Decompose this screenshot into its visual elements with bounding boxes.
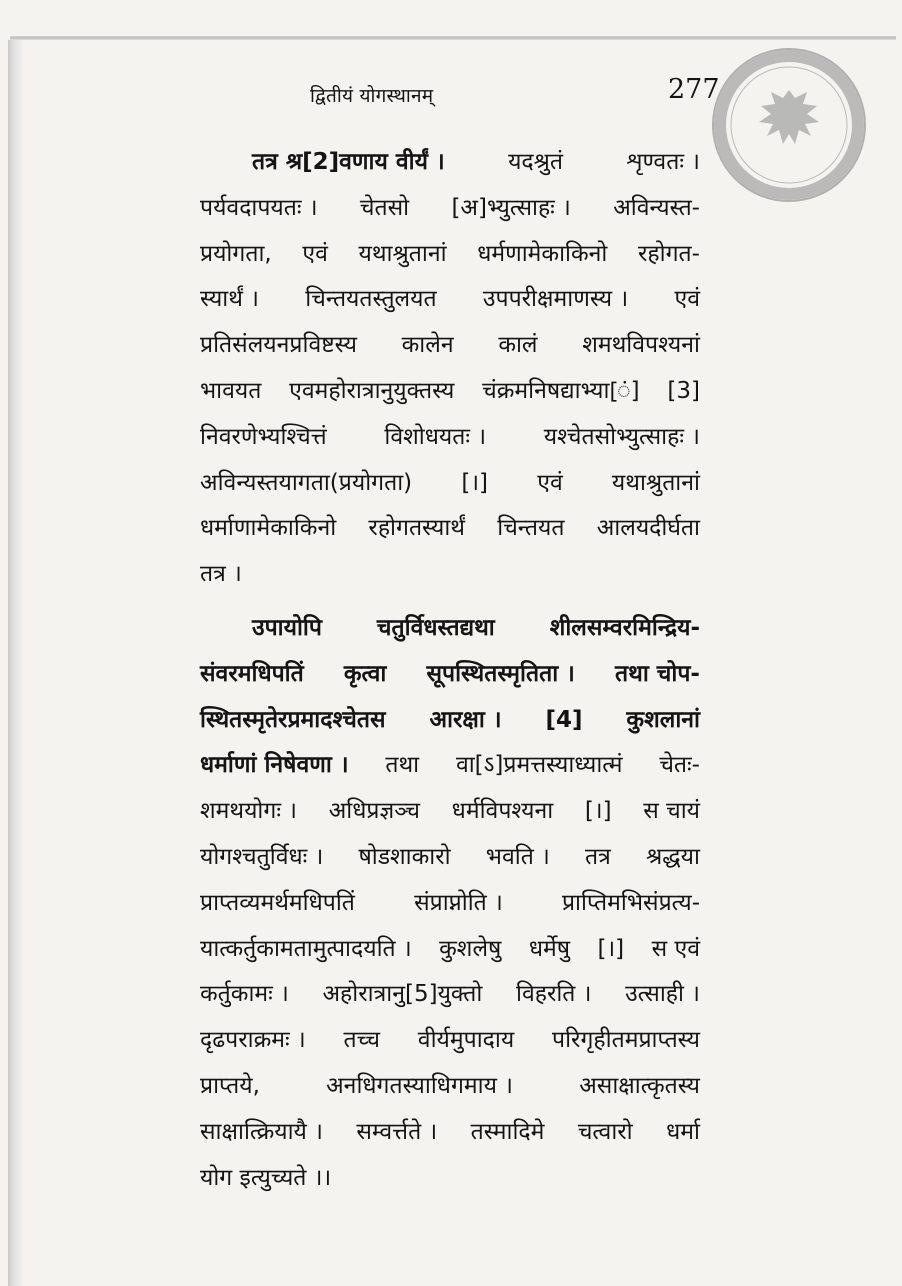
text-segment: चतुर्विधस्तद्यथा — [376, 614, 495, 641]
text-segment: स्यार्थं । — [200, 286, 259, 313]
text-line — [200, 972, 700, 1018]
text-segment: अनधिगतस्याधिगमाय । — [326, 1072, 513, 1099]
text-segment: निवरणेभ्यश्चित्तं — [200, 423, 327, 450]
text-segment: तस्मादिमे — [470, 1118, 545, 1145]
text-segment: शृण्वतः । — [626, 149, 700, 175]
text-segment: संप्राप्नोति । — [414, 889, 503, 916]
text-segment: चेतसो — [359, 194, 410, 221]
text-segment: धर्मेषु — [528, 935, 571, 962]
text-segment: [3] — [667, 377, 700, 404]
text-segment: तथा चोप- — [615, 660, 700, 687]
text-segment: सम्वर्त्तते । — [356, 1118, 438, 1145]
text-segment: चंक्रमनिषद्याभ्या[ं] — [482, 377, 640, 404]
text-segment: संवरमधिपतिं — [200, 660, 304, 687]
text-segment: कालेन — [401, 332, 454, 359]
text-segment: [।] — [597, 935, 625, 962]
body-text — [200, 140, 700, 1201]
text-segment: उत्साही । — [625, 981, 700, 1008]
text-segment: स एवं — [651, 935, 700, 962]
text-segment: तत्र श्र[2]वणाय वीर्यं । — [252, 149, 445, 175]
text-segment: आलयदीर्घता — [596, 515, 700, 542]
text-segment: स चायं — [643, 798, 700, 825]
text-line — [200, 1110, 700, 1156]
text-segment: प्राप्तये, — [200, 1072, 260, 1099]
text-segment: एवं — [302, 240, 328, 267]
text-segment: अधिप्रज्ञञ्च — [328, 798, 420, 825]
text-segment: दृढपराक्रमः । — [200, 1027, 306, 1054]
text-segment: असाक्षात्कृतस्य — [579, 1072, 700, 1099]
text-segment: वीर्यमुपादाय — [417, 1027, 515, 1054]
text-segment: तथा — [385, 752, 420, 779]
text-segment: श्रद्धया — [646, 843, 700, 870]
text-segment: शमथविपश्यनां — [582, 332, 700, 359]
text-segment: प्रयोगता, — [200, 240, 272, 267]
text-segment: आरक्षा । — [429, 706, 502, 733]
text-line — [200, 323, 700, 369]
text-line — [200, 606, 700, 652]
text-segment: अविन्यस्तयागता(प्रयोगता) — [200, 469, 413, 496]
text-segment: सूपस्थितस्मृतिता । — [426, 660, 575, 687]
text-line — [200, 1064, 700, 1110]
text-segment: चिन्तयतस्तुलयत — [305, 286, 437, 313]
text-segment: अविन्यस्त- — [613, 194, 700, 221]
text-segment: [4] — [545, 706, 583, 733]
text-segment: तच्च — [343, 1027, 380, 1054]
text-segment: यदश्रुतं — [508, 149, 564, 175]
eagle-emblem-icon — [714, 50, 864, 200]
text-segment: वा[ऽ]प्रमत्तस्याध्यात्मं — [455, 752, 623, 779]
text-segment: शमथयोगः । — [200, 798, 298, 825]
text-line — [200, 1018, 700, 1064]
text-line — [200, 186, 700, 232]
text-segment: भावयत — [200, 377, 262, 404]
text-segment: पर्यवदापयतः । — [200, 194, 318, 221]
text-segment: धर्मणामेकाकिनो — [477, 240, 608, 267]
text-line — [200, 461, 700, 507]
text-segment: धर्मविपश्यना — [451, 798, 554, 825]
text-segment: एवं — [674, 286, 700, 313]
text-segment: कर्तुकामः । — [200, 981, 289, 1008]
text-line — [200, 698, 700, 744]
text-segment: एवमहोरात्रानुयुक्तस्य — [289, 377, 455, 404]
library-stamp — [712, 48, 866, 202]
text-line — [200, 789, 700, 835]
text-segment: परिगृहीतमप्राप्तस्य — [552, 1027, 700, 1054]
text-line — [200, 652, 700, 698]
text-segment: यथाश्रुतानां — [611, 469, 700, 496]
text-segment: चेतः- — [659, 752, 700, 779]
page-number: 277 — [668, 74, 720, 105]
text-segment: प्रतिसंलयनप्रविष्टस्य — [200, 332, 357, 359]
text-segment: धर्माणां निषेवणा । — [200, 752, 349, 779]
text-segment: कुशलेषु — [439, 935, 502, 962]
text-segment: उपपरीक्षमाणस्य । — [482, 286, 629, 313]
text-line — [200, 140, 700, 186]
paragraph-gap — [200, 598, 700, 606]
text-segment: प्राप्तिमभिसंप्रत्य- — [561, 889, 700, 916]
text-segment: अहोरात्रानु[5]युक्तो — [322, 981, 483, 1008]
binding-shadow — [8, 40, 22, 1286]
text-segment: योगश्चतुर्विधः । — [200, 843, 324, 870]
text-segment: षोडशाकारो — [358, 843, 451, 870]
text-segment: [अ]भ्युत्साहः । — [451, 194, 571, 221]
text-segment: कालं — [498, 332, 538, 359]
text-line — [200, 835, 700, 881]
text-segment: कृत्वा — [343, 660, 387, 687]
text-segment: तत्र — [585, 843, 611, 870]
text-segment: रहोगत- — [638, 240, 700, 267]
text-line — [200, 277, 700, 323]
text-segment: चिन्तयत — [497, 515, 565, 542]
text-segment: तत्र । — [200, 561, 242, 588]
text-line — [200, 506, 700, 552]
text-segment: विहरति । — [515, 981, 592, 1008]
text-segment: साक्षात्क्रियायै । — [200, 1118, 323, 1145]
running-head: द्वितीयं योगस्थानम् — [310, 85, 434, 107]
text-line — [200, 415, 700, 461]
text-segment: [।] — [461, 469, 489, 496]
text-segment: यथाश्रुतानां — [358, 240, 447, 267]
text-segment: एवं — [537, 469, 563, 496]
text-segment: यात्कर्तुकामतामुत्पादयति । — [200, 935, 412, 962]
text-segment: विशोधयतः । — [384, 423, 487, 450]
top-edge-shadow — [10, 36, 896, 40]
text-line — [200, 743, 700, 789]
text-segment: प्राप्तव्यमर्थमधिपतिं — [200, 889, 355, 916]
text-segment: धर्मा — [666, 1118, 700, 1145]
text-segment: यश्चेतसोभ्युत्साहः । — [543, 423, 700, 450]
text-line — [200, 232, 700, 278]
text-line — [200, 927, 700, 973]
text-line — [200, 369, 700, 415]
text-line — [200, 552, 700, 598]
text-segment: [।] — [584, 798, 612, 825]
text-segment: भवति । — [485, 843, 550, 870]
text-segment: धर्माणामेकाकिनो — [200, 515, 337, 542]
text-line — [200, 881, 700, 927]
text-segment: योग इत्युच्यते ।। — [200, 1164, 332, 1191]
text-segment: उपायोपि — [252, 614, 322, 641]
text-segment: कुशलानां — [626, 706, 700, 733]
text-segment: शीलसम्वरमिन्द्रिय- — [549, 614, 700, 641]
text-segment: चत्वारो — [577, 1118, 633, 1145]
text-segment: रहोगतस्यार्थं — [368, 515, 465, 542]
text-segment: स्थितस्मृतेरप्रमादश्चेतस — [200, 706, 386, 733]
text-line — [200, 1156, 700, 1202]
